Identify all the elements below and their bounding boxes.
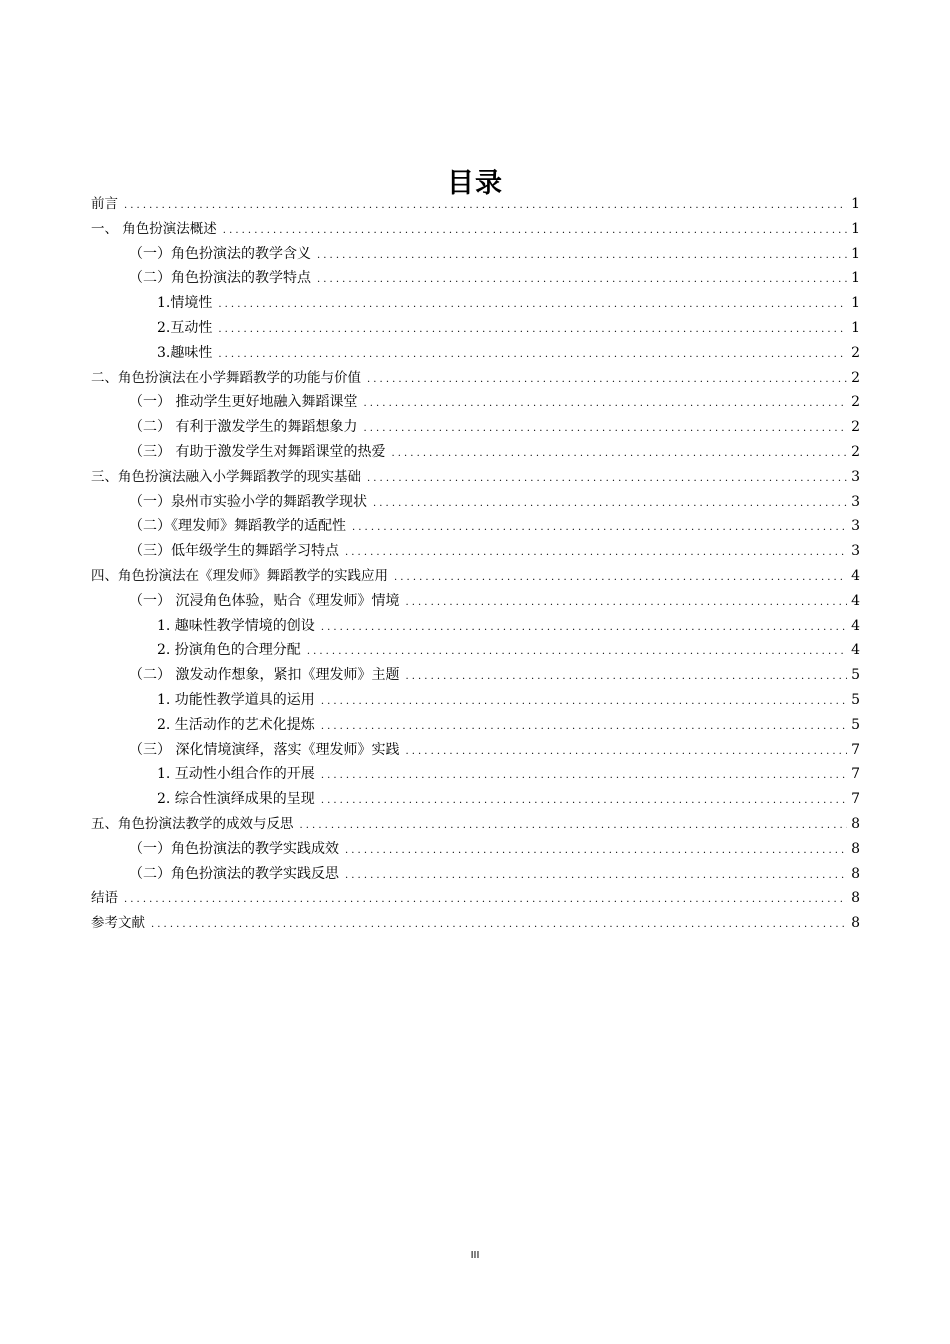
toc-entry-label: 3.趣味性 [157,344,213,361]
toc-entry[interactable] [91,217,860,242]
toc-dot-leader [367,467,847,492]
toc-entry-label: （二） 有利于激发学生的舞蹈想象力 [129,419,358,436]
toc-entry-page-number: 3 [851,518,860,535]
toc-entry-page-number: 4 [851,592,860,609]
toc-dot-leader [405,740,847,765]
toc-dot-leader [321,715,847,740]
toc-entry-page-number: 8 [851,840,860,857]
toc-entry-page-number: 7 [851,791,860,808]
toc-entry-label: 1. 趣味性教学情境的创设 [157,617,315,634]
toc-entry-page-number: 1 [851,270,860,287]
toc-dot-leader [307,640,847,665]
toc-dot-leader [394,566,847,591]
toc-entry[interactable] [91,862,860,887]
toc-entry-label: 结语 [91,890,118,907]
toc-entry[interactable] [91,564,860,589]
toc-entry-label: 四、角色扮演法在《理发师》舞蹈教学的实践应用 [91,567,388,584]
toc-entry-label: 五、角色扮演法教学的成效与反思 [91,815,294,832]
toc-dot-leader [345,541,847,566]
toc-entry-label: （一）角色扮演法的教学含义 [129,245,311,262]
toc-entry-page-number: 7 [851,766,860,783]
toc-entry[interactable] [91,713,860,738]
toc-entry[interactable] [91,192,860,217]
toc-entry[interactable] [91,415,860,440]
toc-entry[interactable] [91,837,860,862]
toc-dot-leader [218,293,847,318]
toc-entry-label: （二）《理发师》舞蹈教学的适配性 [129,518,346,535]
toc-entry[interactable] [91,490,860,515]
toc-entry-page-number: 1 [851,220,860,237]
toc-dot-leader [352,516,847,541]
toc-title: 目录 [447,168,503,200]
toc-entry-label: 前言 [91,196,118,212]
toc-entry[interactable] [91,663,860,688]
toc-dot-leader [300,814,848,839]
toc-entry[interactable] [91,738,860,763]
toc-entry-page-number: 3 [851,543,860,560]
toc-dot-leader [405,665,847,690]
toc-entry[interactable] [91,688,860,713]
toc-entry-label: 三、角色扮演法融入小学舞蹈教学的现实基础 [91,468,361,485]
toc-entry-label: （二） 激发动作想象，紧扣《理发师》主题 [129,667,400,684]
toc-dot-leader [363,392,847,417]
toc-dot-leader [405,591,847,616]
toc-dot-leader [373,492,847,517]
toc-dot-leader [321,616,847,641]
toc-entry-label: 2. 扮演角色的合理分配 [157,642,301,659]
toc-dot-leader [124,888,847,913]
toc-entry-page-number: 2 [851,419,860,436]
toc-entry-label: （二）角色扮演法的教学特点 [129,270,311,287]
toc-entry-label: 2. 综合性演绎成果的呈现 [157,791,315,808]
toc-dot-leader [317,244,847,269]
toc-entry-page-number: 1 [851,196,860,212]
page-number: III [470,1250,480,1261]
toc-dot-leader [218,318,847,343]
toc-entry[interactable] [91,787,860,812]
toc-entry-page-number: 4 [851,567,860,584]
toc-entry[interactable] [91,266,860,291]
toc-entry[interactable] [91,465,860,490]
toc-entry-label: 参考文献 [91,915,145,932]
toc-entry[interactable] [91,440,860,465]
toc-dot-leader [151,913,847,938]
toc-entry-page-number: 5 [851,691,860,708]
toc-entry[interactable] [91,514,860,539]
toc-entry-label: （三）低年级学生的舞蹈学习特点 [129,543,339,560]
toc-entry-page-number: 8 [851,915,860,932]
toc-entry-label: 1. 互动性小组合作的开展 [157,766,315,783]
toc-dot-leader [363,417,847,442]
toc-dot-leader [321,690,847,715]
toc-entry[interactable] [91,886,860,911]
toc-entry[interactable] [91,242,860,267]
toc-entry-page-number: 2 [851,394,860,411]
toc-entry-page-number: 8 [851,890,860,907]
toc-entry-label: 1. 功能性教学道具的运用 [157,691,315,708]
toc-entry-page-number: 5 [851,716,860,733]
toc-entry-page-number: 8 [851,865,860,882]
toc-entry[interactable] [91,614,860,639]
toc-entry-label: 2. 生活动作的艺术化提炼 [157,716,315,733]
toc-entry-page-number: 3 [851,468,860,485]
toc-entry[interactable] [91,762,860,787]
toc-entry-page-number: 2 [851,369,860,386]
toc-entry-label: （三） 有助于激发学生对舞蹈课堂的热爱 [129,443,386,460]
toc-dot-leader [218,343,847,368]
toc-entry-label: （三） 深化情境演绎，落实《理发师》实践 [129,741,400,758]
toc-dot-leader [345,864,847,889]
toc-entry-label: 2.互动性 [157,319,213,336]
toc-entry-page-number: 3 [851,493,860,510]
toc-dot-leader [391,442,847,467]
toc-dot-leader [223,219,847,244]
toc-entry-page-number: 2 [851,344,860,361]
toc-entry-label: 1.情境性 [157,295,213,312]
toc-entry[interactable] [91,911,860,936]
toc-dot-leader [321,789,847,814]
toc-entry[interactable] [91,291,860,316]
toc-entry-page-number: 8 [851,815,860,832]
toc-dot-leader [367,368,847,393]
toc-dot-leader [321,764,847,789]
toc-dot-leader [124,194,847,219]
toc-entry-page-number: 1 [851,245,860,262]
toc-entry[interactable] [91,366,860,391]
toc-entry[interactable] [91,812,860,837]
toc-entry-label: 一、 角色扮演法概述 [91,220,217,237]
toc-entry-page-number: 1 [851,319,860,336]
toc-dot-leader [345,839,847,864]
toc-entry-label: （一） 推动学生更好地融入舞蹈课堂 [129,394,358,411]
toc-entry[interactable] [91,638,860,663]
toc-entry-page-number: 2 [851,443,860,460]
toc-entry-label: （二）角色扮演法的教学实践反思 [129,865,339,882]
toc-entry[interactable] [91,589,860,614]
toc-entry-page-number: 1 [851,295,860,312]
toc-entry-page-number: 5 [851,667,860,684]
toc-entry-page-number: 4 [851,642,860,659]
toc-dot-leader [317,268,847,293]
toc-entry[interactable] [91,390,860,415]
toc-entry-page-number: 7 [851,741,860,758]
toc-entry[interactable] [91,316,860,341]
toc-list [91,192,860,936]
toc-entry-label: （一） 沉浸角色体验，贴合《理发师》情境 [129,592,400,609]
toc-entry-label: （一）泉州市实验小学的舞蹈教学现状 [129,493,367,510]
toc-entry[interactable] [91,341,860,366]
toc-entry-label: 二、角色扮演法在小学舞蹈教学的功能与价值 [91,369,361,386]
toc-entry[interactable] [91,539,860,564]
toc-entry-page-number: 4 [851,617,860,634]
toc-entry-label: （一）角色扮演法的教学实践成效 [129,840,339,857]
